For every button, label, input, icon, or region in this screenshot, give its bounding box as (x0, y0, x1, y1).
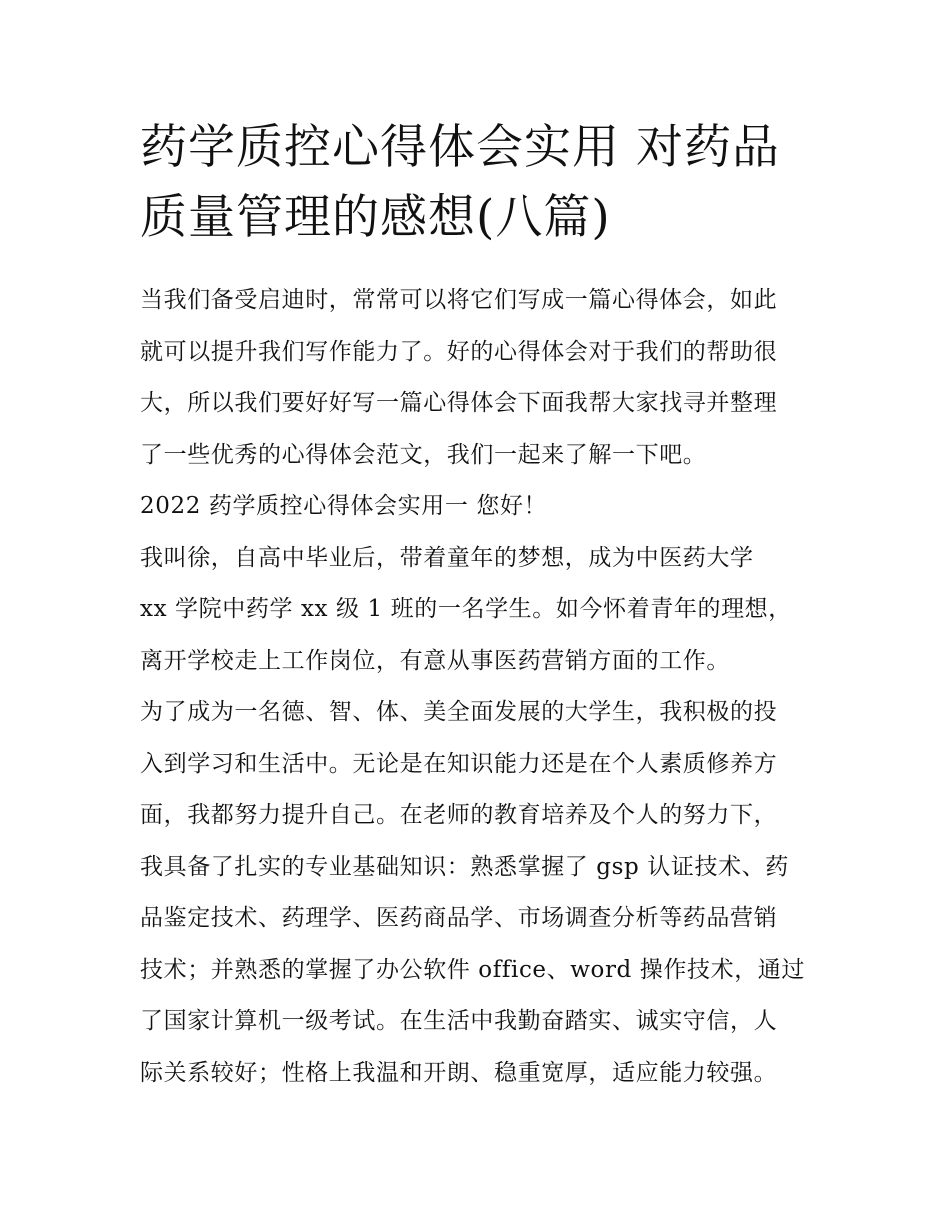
body-line: 入到学习和生活中。无论是在知识能力还是在个人素质修养方 (140, 750, 778, 777)
body-line: 了国家计算机一级考试。在生活中我勤奋踏实、诚实守信，人 (140, 1008, 778, 1034)
body-line: 了一些优秀的心得体会范文，我们一起来了解一下吧。 (140, 441, 707, 468)
body-line: 我具备了扎实的专业基础知识：熟悉掌握了 gsp 认证技术、药 (140, 853, 789, 880)
body-line: 大，所以我们要好好写一篇心得体会下面我帮大家找寻并整理 (140, 390, 778, 416)
document-title (140, 113, 820, 253)
body-line: 为了成为一名德、智、体、美全面发展的大学生，我积极的投 (140, 699, 778, 725)
body-line: 就可以提升我们写作能力了。好的心得体会对于我们的帮助很 (140, 338, 778, 365)
body-line: 当我们备受启迪时，常常可以将它们写成一篇心得体会，如此 (140, 287, 778, 313)
body-line: 品鉴定技术、药理学、医药商品学、市场调查分析等药品营销 (140, 905, 778, 931)
body-line: 技术；并熟悉的掌握了办公软件 office、word 操作技术，通过 (140, 956, 805, 983)
body-line: xx 学院中药学 xx 级 1 班的一名学生。如今怀着青年的理想， (140, 596, 792, 622)
body-line: 我叫徐，自高中毕业后，带着童年的梦想，成为中医药大学 (140, 544, 754, 571)
document-body (140, 275, 820, 1099)
title-line: 质量管理的感想(八篇) (140, 190, 611, 245)
body-line: 面，我都努力提升自己。在老师的教育培养及个人的努力下， (140, 802, 778, 828)
section-heading: 2022 药学质控心得体会实用一 您好！ (140, 493, 548, 519)
body-line: 离开学校走上工作岗位，有意从事医药营销方面的工作。 (140, 647, 730, 674)
title-line: 药学质控心得体会实用 对药品 (140, 120, 780, 175)
body-line: 际关系较好；性格上我温和开朗、稳重宽厚，适应能力较强。 (140, 1059, 778, 1086)
